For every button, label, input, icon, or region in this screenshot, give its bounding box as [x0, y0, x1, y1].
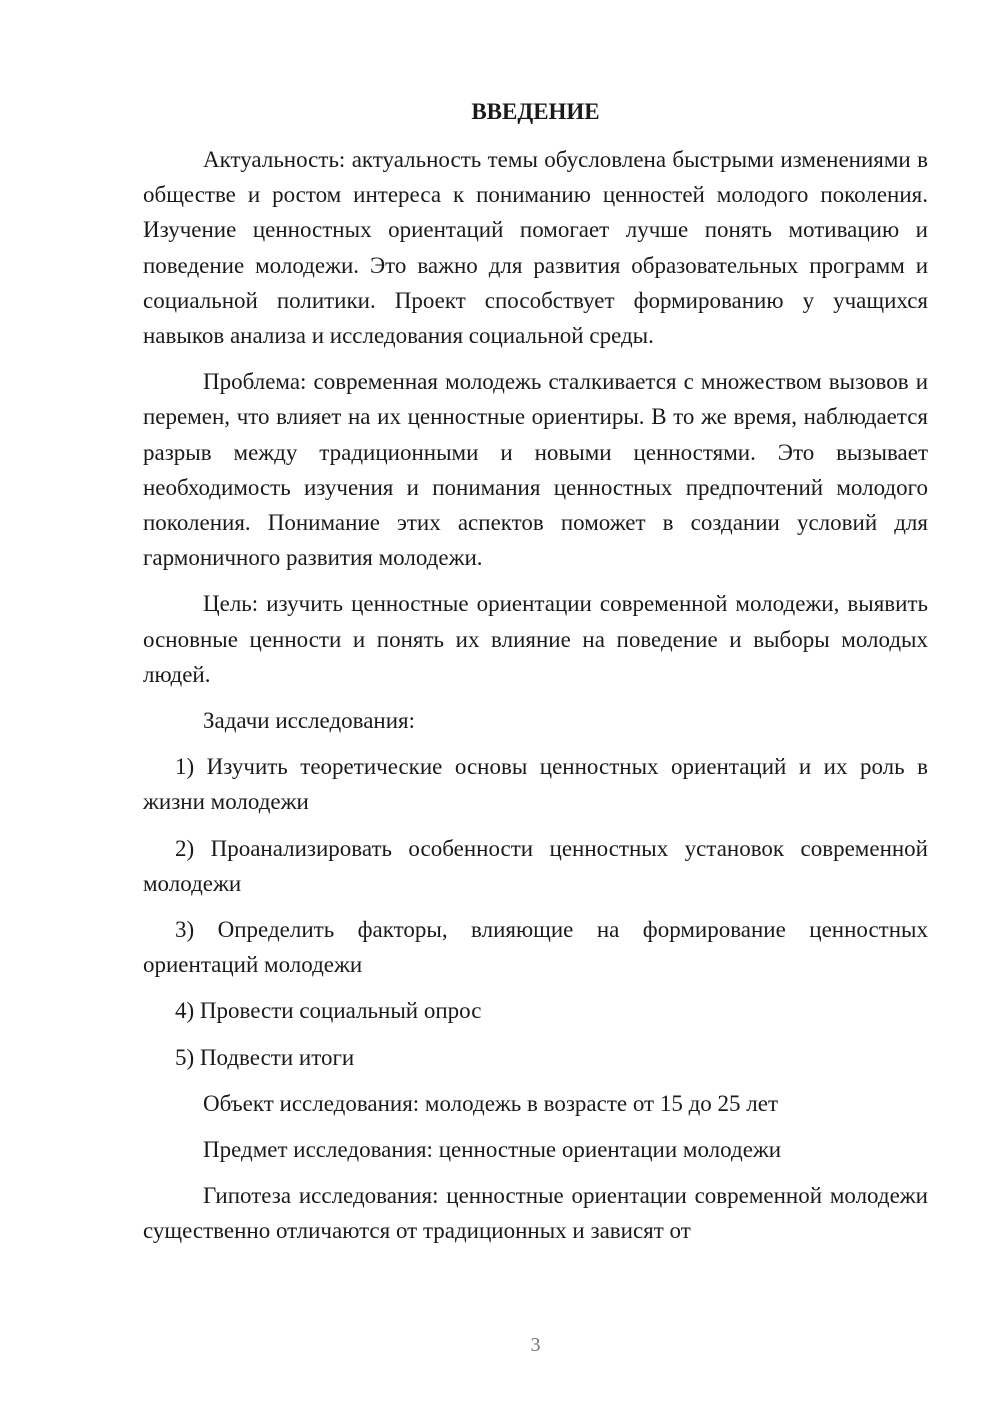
task-item-4: 4) Провести социальный опрос: [175, 998, 482, 1024]
paragraph-relevance: Актуальность: актуальность темы обусловлена быстрыми изменениями в обществе и ростом интереса к пониманию ценностей молодого поколения. Изучение ценностных ориентаций помогает лучше понять мотивацию и поведение молодежи. Это важно для развития образовательных программ и социальной политики. Проект способствует формированию у учащихся навыков анализа и исследования социальной среды.: [143, 147, 928, 349]
paragraph-object: Объект исследования: молодежь в возрасте от 15 до 25 лет: [203, 1090, 779, 1116]
paragraph-goal: Цель: изучить ценностные ориентации современной молодежи, выявить основные ценности и понять их влияние на поведение и выборы молодых людей.: [143, 591, 928, 687]
paragraph-hypothesis: Гипотеза исследования: ценностные ориентации современной молодежи существенно отличаются от традиционных и зависят от: [143, 1183, 928, 1244]
paragraph-problem: Проблема: современная молодежь сталкивается с множеством вызовов и перемен, что влияет на их ценностные ориентиры. В то же время, наблюдается разрыв между традиционными и новыми ценностями. Это вызывает необходимость изучения и понимания ценностных предпочтений молодого поколения. Понимание этих аспектов поможет в создании условий для гармоничного развития молодежи.: [143, 369, 928, 571]
section-title: ВВЕДЕНИЕ: [471, 99, 600, 124]
document-body: [143, 142, 928, 1260]
task-item-3: 3) Определить факторы, влияющие на формирование ценностных ориентаций молодежи: [143, 917, 928, 978]
page-number: 3: [530, 1334, 541, 1356]
task-item-1: 1) Изучить теоретические основы ценностных ориентаций и их роль в жизни молодежи: [143, 754, 928, 815]
task-item-5: 5) Подвести итоги: [175, 1044, 355, 1070]
paragraph-tasks-heading: Задачи исследования:: [203, 708, 416, 734]
task-item-2: 2) Проанализировать особенности ценностных установок современной молодежи: [143, 835, 928, 896]
paragraph-subject: Предмет исследования: ценностные ориентации молодежи: [203, 1137, 782, 1163]
document-page: [143, 0, 928, 1414]
